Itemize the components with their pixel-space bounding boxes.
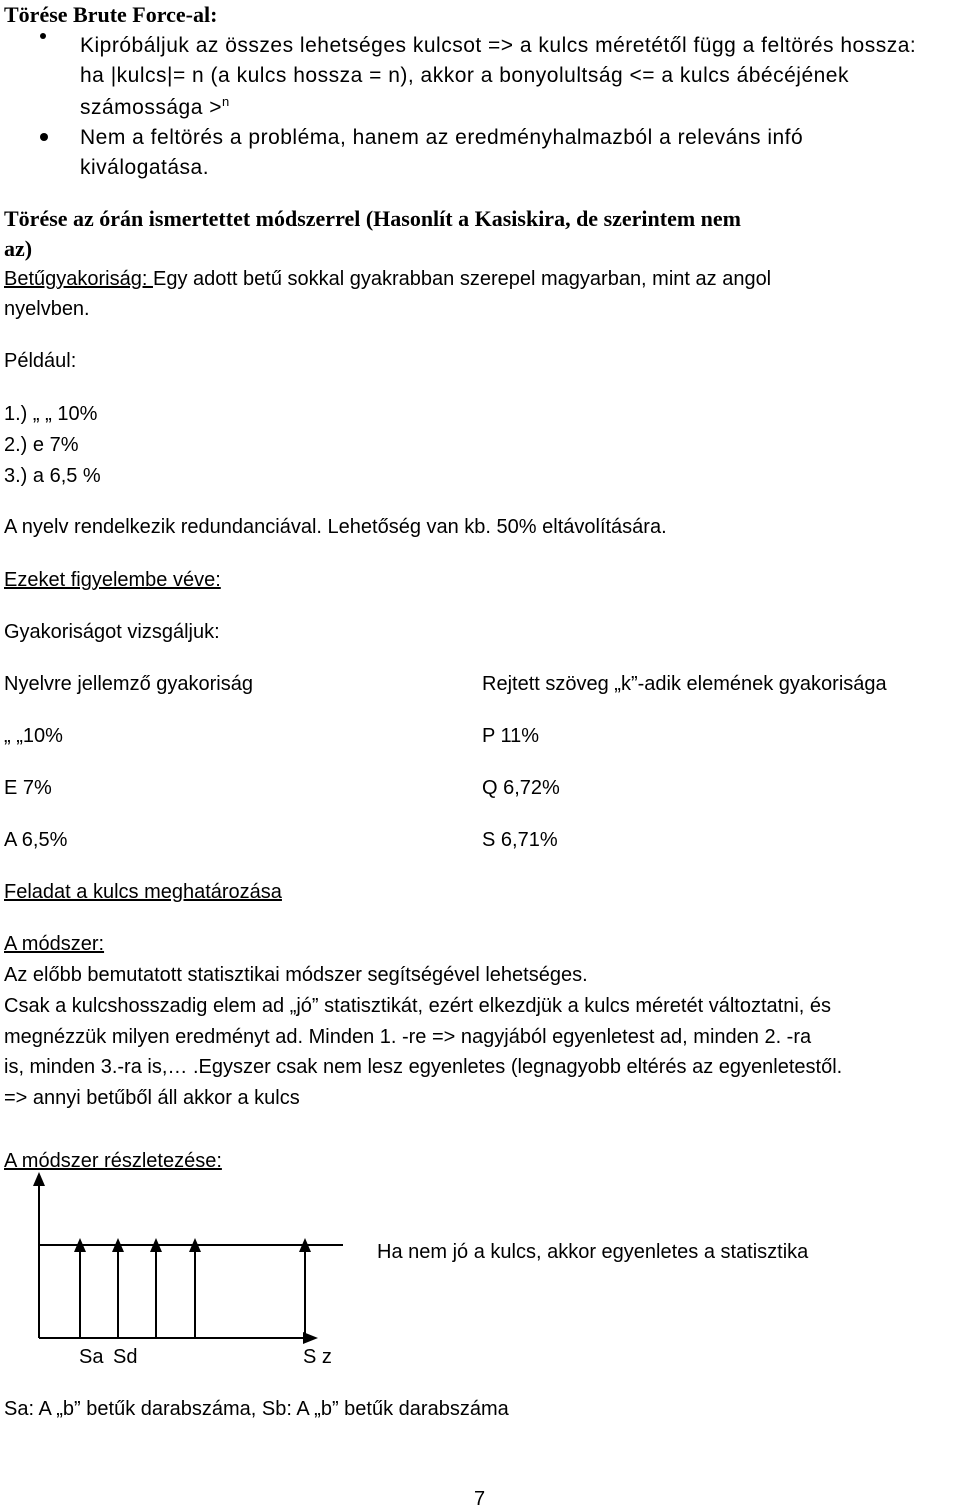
method-paragraph-2-line4: => annyi betűből áll akkor a kulcs <box>4 1087 300 1109</box>
letter-frequency-text2: nyelvben. <box>4 298 90 320</box>
bullet1-line2: ha |kulcs|= n (a kulcs hossza = n), akkor a bonyolultság <= a kulcs ábécéjének <box>80 64 849 87</box>
letter-frequency-text: Egy adott betű sokkal gyakrabban szerepel magyarban, mint az angol <box>152 268 772 290</box>
method-detail-heading: A módszer részletezése: <box>4 1150 222 1172</box>
frequency-diagram <box>0 1170 960 1400</box>
diagram-label-sa: Sa <box>79 1346 104 1368</box>
example-item: 1.) „ „ 10% <box>4 403 98 425</box>
considering-heading: Ezeket figyelembe véve: <box>4 569 221 591</box>
bullet2-line1: Nem a feltörés a probléma, hanem az eredményhalmazból a releváns infó <box>80 126 804 149</box>
bullet2-line2: kiválogatása. <box>80 156 210 179</box>
table-right-header: Rejtett szöveg „k”-adik elemének gyakorisága <box>482 673 887 695</box>
diagram-label-sz: S z <box>303 1346 332 1368</box>
section-title-brute-force: Törése Brute Force-al: <box>4 2 218 27</box>
method-paragraph-2-line2: megnézzük milyen eredményt ad. Minden 1. -re => nagyjából egyenletest ad, minden 2. -ra <box>4 1026 812 1048</box>
method-heading: A módszer: <box>4 933 105 955</box>
table-right-cell: P 11% <box>482 725 540 747</box>
bullet1-line3-text: számossága > <box>80 96 222 119</box>
diagram-label-sd: Sd <box>113 1346 138 1368</box>
superscript-n: n <box>222 94 230 109</box>
letter-frequency-label: Betűgyakoriság: <box>4 268 153 290</box>
method-paragraph-1: Az előbb bemutatott statisztikai módszer segítségével lehetséges. <box>4 964 588 986</box>
table-left-cell: A 6,5% <box>4 829 68 851</box>
bullet-point <box>40 33 46 39</box>
example-label: Például: <box>4 350 77 372</box>
section-title-method-line1: Törése az órán ismertettet módszerrel (Hasonlít a Kasiskira, de szerintem nem <box>4 206 742 231</box>
page-number: 7 <box>474 1488 486 1510</box>
table-right-cell: Q 6,72% <box>482 777 560 799</box>
table-right-cell: S 6,71% <box>482 829 558 851</box>
diagram-footnote: Sa: A „b” betűk darabszáma, Sb: A „b” betűk darabszáma <box>4 1398 509 1420</box>
method-paragraph-2-line3: is, minden 3.-ra is,… .Egyszer csak nem lesz egyenletes (legnagyobb eltérés az egyenletestől. <box>4 1056 843 1078</box>
diagram-caption: Ha nem jó a kulcs, akkor egyenletes a statisztika <box>377 1241 809 1263</box>
section-title-method-line2: az) <box>4 236 33 261</box>
table-left-cell: E 7% <box>4 777 52 799</box>
example-item: 2.) e 7% <box>4 434 79 456</box>
bullet1-line1: Kipróbáljuk az összes lehetséges kulcsot => a kulcs méretétől függ a feltörés hossza: <box>80 34 917 57</box>
examine-text: Gyakoriságot vizsgáljuk: <box>4 621 220 643</box>
y-axis-arrow-icon <box>33 1172 45 1186</box>
redundancy-text: A nyelv rendelkezik redundanciával. Lehetőség van kb. 50% eltávolítására. <box>4 516 667 538</box>
bullet-point <box>40 133 48 141</box>
task-heading: Feladat a kulcs meghatározása <box>4 881 282 903</box>
method-paragraph-2-line1: Csak a kulcshosszadig elem ad „jó” statisztikát, ezért elkezdjük a kulcs méretét változtatni, és <box>4 995 832 1017</box>
table-left-header: Nyelvre jellemző gyakoriság <box>4 673 253 695</box>
letter-frequency-paragraph <box>4 268 771 291</box>
table-left-cell: „ „10% <box>4 725 63 747</box>
example-item: 3.) a 6,5 % <box>4 465 101 487</box>
bullet1-line3 <box>80 94 230 120</box>
